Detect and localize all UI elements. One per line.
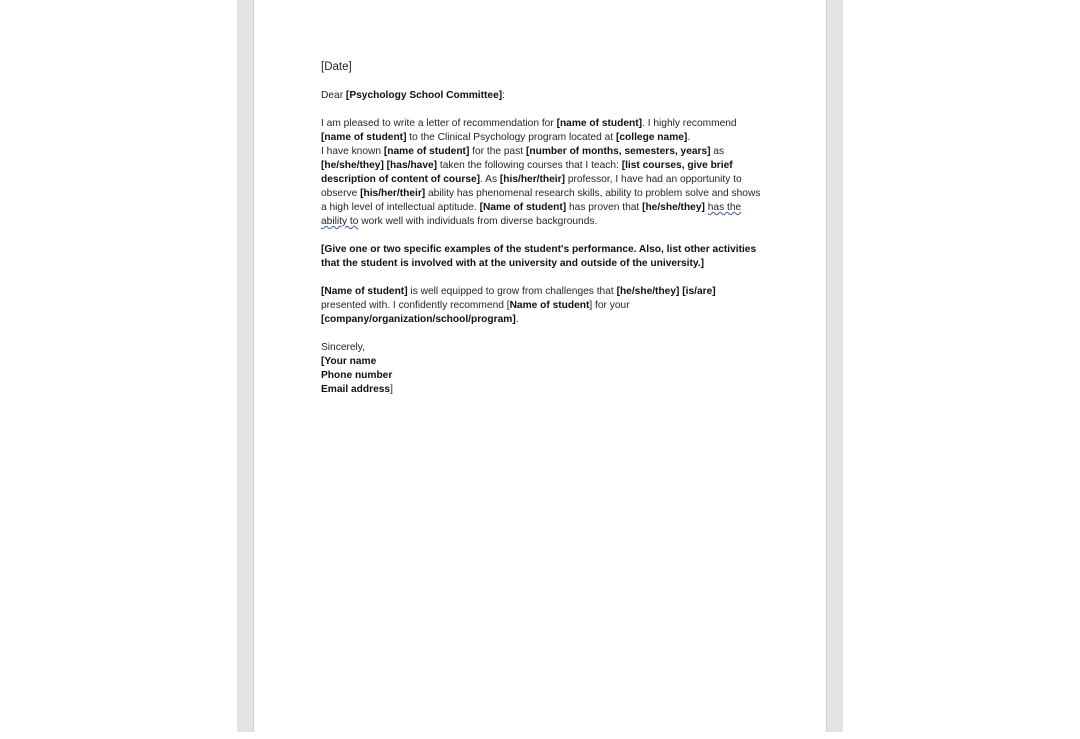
letter-body[interactable] (321, 60, 761, 397)
paragraph-examples-placeholder: [Give one or two specific examples of the student's performance. Also, list other activities that the student is involved with at the university and outside of the university.] (321, 244, 757, 269)
signature-phone: Phone number (321, 370, 393, 381)
left-margin-gutter (237, 0, 253, 732)
paragraph-relationship: I have known [name of student] for the past [number of months, semesters, years] as [he/she/they] [has/have] taken the following courses that I teach: [list courses, give brief description of content of course]. As [his/her/their] professor, I have had an opportunity to observe [his/her/their] ability has phenomenal research skills, ability to problem solve and shows a high level of intellectual aptitude. [Name of student] has proven that [he/she/they] has the ability to work well with individuals from diverse backgrounds. (321, 146, 761, 227)
signature-name: [Your name (321, 356, 377, 367)
signature-email: Email address] (321, 384, 393, 395)
grammar-suggestion[interactable]: has the ability to (321, 202, 742, 227)
paragraph-intro: I am pleased to write a letter of recommendation for [name of student]. I highly recommend [name of student] to the Clinical Psychology program located at [college name]. (321, 118, 737, 143)
paragraph-recommendation: [Name of student] is well equipped to grow from challenges that [he/she/they] [is/are] presented with. I confidently recommend [Name of student] for your [company/organization/school/program]. (321, 286, 716, 325)
closing-line: Sincerely, (321, 342, 365, 353)
document-page[interactable] (253, 0, 827, 732)
salutation: Dear [Psychology School Committee]: (321, 90, 505, 101)
right-margin-gutter (827, 0, 843, 732)
date-line: [Date] (321, 61, 352, 73)
